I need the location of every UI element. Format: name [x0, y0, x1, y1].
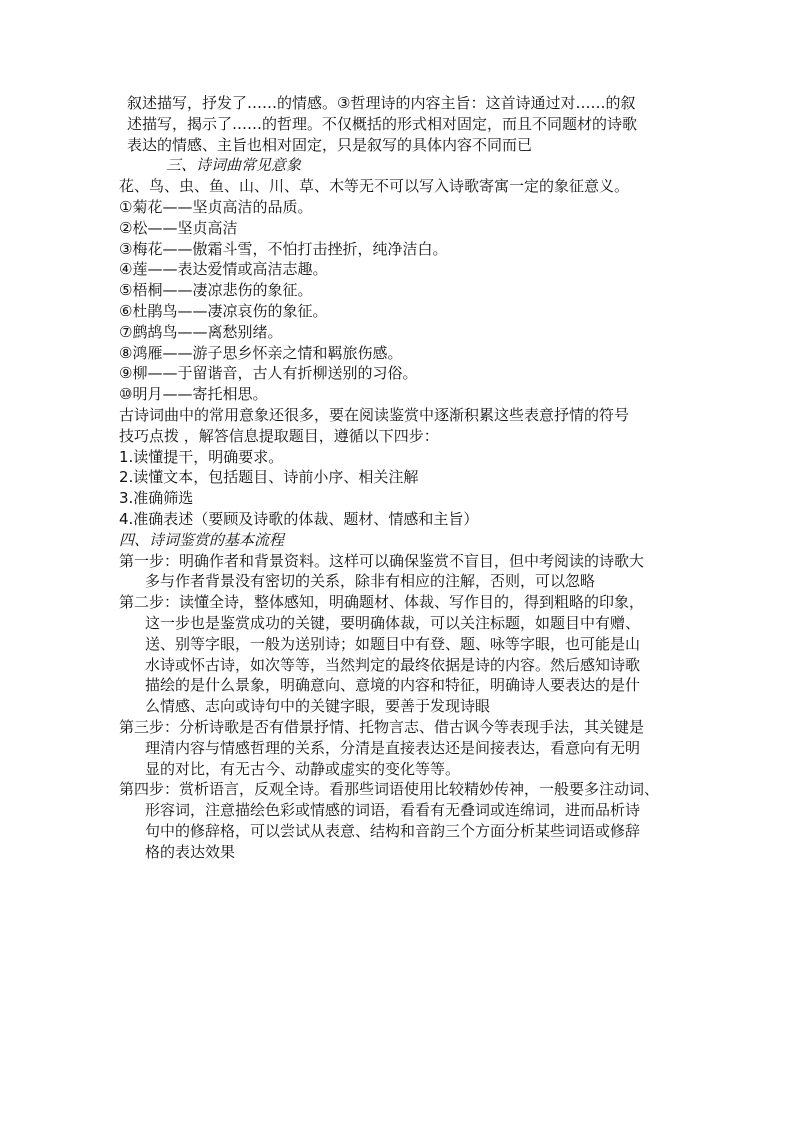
- flow-step: [119, 717, 694, 779]
- flow-step-line: 送、别等字眼，一般为送别诗；如题目中有登、题、咏等字眼，也可能是山: [145, 634, 641, 653]
- flow-step-line: 句中的修辞格，可以尝试从表意、结构和音韵三个方面分析某些词语或修辞: [145, 821, 641, 840]
- flow-step-line: 显的对比，有无古今、动静或虚实的变化等等。: [145, 759, 461, 778]
- short-step-item: 4.准确表述（要顾及诗歌的体裁、题材、情感和主旨）: [119, 509, 479, 528]
- flow-step: [119, 551, 694, 593]
- imagery-item: ④莲——表达爱情或高洁志趣。: [119, 260, 328, 279]
- flow-step: [119, 779, 694, 862]
- intro-line: 叙述描写，抒发了……的情感。③哲理诗的内容主旨：这首诗通过对……的叙: [127, 94, 636, 112]
- imagery-item: ⑥杜鹃鸟——凄凉哀伤的象征。: [119, 301, 328, 320]
- intro-paragraph: [119, 93, 694, 155]
- imagery-list: [119, 197, 694, 405]
- flow-step-line: 格的表达效果: [145, 842, 236, 861]
- summary-paragraph: [119, 405, 694, 447]
- flow-steps: [119, 551, 694, 863]
- section4-heading: 四、诗词鉴赏的基本流程: [119, 530, 285, 549]
- short-step-item: 1.读懂提干，明确要求。: [119, 447, 284, 466]
- flow-step-line: 这一步也是鉴赏成功的关键，要明确体裁，可以关注标题，如题目中有赠、: [145, 613, 641, 632]
- flow-step-line: 么情感、志向或诗句中的关键字眼，要善于发现诗眼: [145, 697, 491, 716]
- summary-line: 技巧点拨 ，解答信息提取题目，遵循以下四步：: [119, 426, 439, 445]
- imagery-item: ③梅花——傲霜斗雪，不怕打击挫折，纯净洁白。: [119, 239, 448, 258]
- section3-heading: 三、诗词曲常见意象: [166, 156, 302, 175]
- flow-step-line: 第四步：赏析语言，反观全诗。看那些词语使用比较精妙传神，一般要多注动词、: [119, 780, 660, 799]
- imagery-item: ⑦鹧鸪鸟——离愁别绪。: [119, 322, 283, 341]
- flow-step-line: 形容词，注意描绘色彩或情感的词语，看看有无叠词或连绵词，进而品析诗: [145, 801, 641, 820]
- intro-line: 表达的情感、主旨也相对固定，只是叙写的具体内容不同而已: [127, 135, 533, 154]
- document-body: [119, 93, 694, 862]
- flow-step-line: 理清内容与情感哲理的关系，分清是直接表达还是间接表达，看意向有无明: [145, 738, 641, 757]
- flow-step: [119, 592, 694, 717]
- imagery-item: ⑤梧桐——凄凉悲伤的象征。: [119, 281, 313, 300]
- imagery-item: ②松——坚贞高洁: [119, 218, 238, 237]
- section3-intro: 花、鸟、虫、鱼、山、川、草、木等无不可以写入诗歌寄寓一定的象征意义。: [119, 177, 630, 196]
- flow-step-line: 第一步：明确作者和背景资料。这样可以确保鉴赏不盲目，但中考阅读的诗歌大: [119, 551, 645, 570]
- imagery-item: ⑧鸿雁——游子思乡怀亲之情和羁旅伤感。: [119, 343, 403, 362]
- intro-line: 述描写，揭示了……的哲理。不仅概括的形式相对固定，而且不同题材的诗歌: [127, 114, 638, 133]
- imagery-item: ①菊花——坚贞高洁的品质。: [119, 197, 313, 216]
- short-step-item: 2.读懂文本，包括题目、诗前小序、相关注解: [119, 468, 419, 487]
- imagery-item: ⑨柳——于留谐音，古人有折柳送别的习俗。: [119, 364, 418, 383]
- flow-step-line: 第三步：分析诗歌是否有借景抒情、托物言志、借古讽今等表现手法，其关键是: [119, 717, 645, 736]
- short-steps-list: [119, 447, 694, 530]
- flow-step-line: 水诗或怀古诗，如次等等，当然判定的最终依据是诗的内容。然后感知诗歌: [145, 655, 641, 674]
- flow-step-line: 第二步：读懂全诗，整体感知，明确题材、体裁、写作目的，得到粗略的印象，: [119, 593, 645, 612]
- summary-line: 古诗词曲中的常用意象还很多，要在阅读鉴赏中逐渐积累这些表意抒情的符号: [119, 405, 630, 424]
- flow-step-line: 描绘的是什么景象，明确意向、意境的内容和特征，明确诗人要表达的是什: [145, 676, 641, 695]
- imagery-item: ⑩明月——寄托相思。: [119, 385, 268, 404]
- short-step-item: 3.准确筛选: [119, 489, 194, 508]
- flow-step-line: 多与作者背景没有密切的关系，除非有相应的注解，否则，可以忽略: [145, 572, 596, 591]
